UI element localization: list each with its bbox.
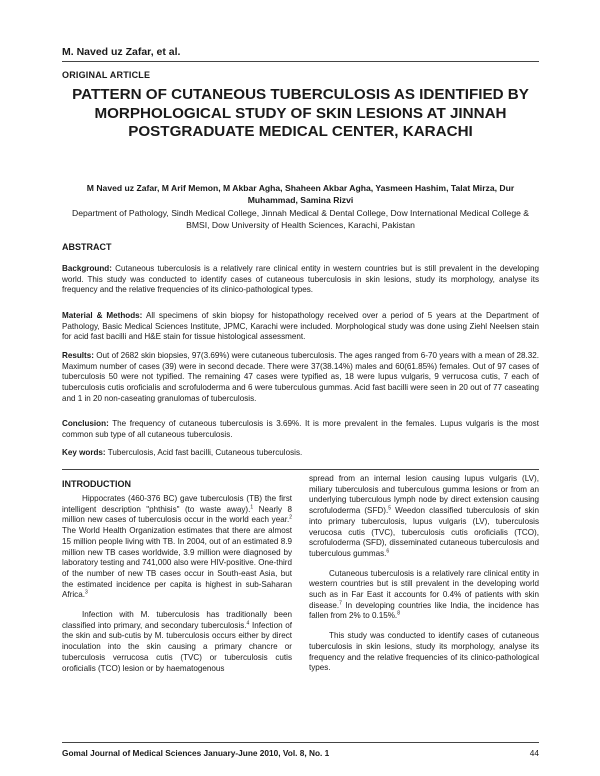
keywords-text: Tuberculosis, Acid fast bacilli, Cutaneous tuberculosis. [107, 448, 303, 457]
abstract-conclusion [62, 419, 539, 440]
journal-footer: Gomal Journal of Medical Sciences January-June 2010, Vol. 8, No. 1 [62, 748, 330, 758]
left-column [62, 494, 292, 683]
intro-paragraph-5: This study was conducted to identify cases of cutaneous tuberculosis in skin lesions, study its morphology, analyse its frequency and the relative frequencies of its clinico-pathological types. [309, 631, 539, 673]
results-label: Results: [62, 351, 94, 360]
abstract-methods [62, 311, 539, 343]
article-title: PATTERN OF CUTANEOUS TUBERCULOSIS AS IDENTIFIED BY MORPHOLOGICAL STUDY OF SKIN LESIONS AT JINNAH POSTGRADUATE MEDICAL CENTER, KARACHI [72, 86, 529, 140]
page-number: 44 [529, 748, 539, 758]
affiliation: Department of Pathology, Sindh Medical College, Jinnah Medical & Dental College, Dow International Medical College & BMSI, Dow University of Health Sciences, Karachi, Pakistan [72, 208, 529, 230]
intro-paragraph-2: Infection with M. tuberculosis has traditionally been classified into primary, and secondary tuberculosis.$^4$ Infection of the skin and sub-cutis by M. tuberculosis occurs either by direct inoculation into the skin causing a primary chancre or tuberculosis verrucosa cutis (TVC) or tuberculosis cutis oroficialis (TCO) lesion or by haematogenous [62, 610, 292, 673]
intro-paragraph-4: Cutaneous tuberculosis is a relatively rare clinical entity in western countries but is still prevalent in the developing world such as in Far East it accounts for 0.4% of patients with skin disease.$^7$ In developing countries like India, the incidence has fallen from 2% to 0.15%.$^8$ [309, 568, 539, 621]
abstract-keywords [62, 448, 539, 459]
background-text: Cutaneous tuberculosis is a relatively rare clinical entity in western countries but is still prevalent in the developing world. This study was conducted to identify cases of cutaneous tuberculosis in skin lesions, study its morphology, analyse its frequency and the relative frequencies of its clinico-pathological types. [62, 264, 539, 295]
methods-text: All specimens of skin biopsy for histopathology received over a period of 5 years at the Department of Pathology, Basic Medical Sciences Institute, JPMC, Karachi were included. Morphological study was done using Ziehl Neelsen stain for acid fast bacilli and H&E stain for tissue histological assessment. [62, 311, 539, 342]
conclusion-label: Conclusion: [62, 419, 109, 428]
conclusion-text: The frequency of cutaneous tuberculosis is 3.69%. It is more prevalent in the females. Lupus vulgaris is the most common sub type of all cutaneous tuberculosis. [62, 419, 539, 439]
header-rule [62, 61, 539, 62]
results-text: Out of 2682 skin biopsies, 97(3.69%) were cutaneous tuberculosis. The ages ranged from 6-70 years with a mean of 28.32. Maximum number of cases (39) were in second decade. There were 37(38.14%) males and 60(61.85%) females. Out of 97 cases of tuberculosis 50 were not typified. The remaining 47 cases were typified as, 18 were lupus vulgaris, 9 verrucosa cutis, 7 each of tuberculosis cutis oroficialis and scrofuloderma and 6 were tuberculous gummas. Acid fast bacilli were seen in 20 out of 77 caseating and 1 in 20 non-caseating granulomas of tuberculosis. [62, 351, 539, 403]
abstract-heading: ABSTRACT [62, 242, 112, 252]
section-label: ORIGINAL ARTICLE [62, 70, 151, 80]
author-list: M Naved uz Zafar, M Arif Memon, M Akbar Agha, Shaheen Akbar Agha, Yasmeen Hashim, Talat Mirza, Dur Muhammad, Samina Rizvi [86, 183, 515, 205]
footer-rule [62, 742, 539, 743]
intro-paragraph-1: Hippocrates (460-376 BC) gave tuberculosis (TB) the first intelligent description "phthisis" (to waste away).$^1$ Nearly 8 million new cases of tuberculosis occur in the world each year.$^2$ The World Health Organization estimates that there are almost 15 million people living with TB. In 2004, out of an estimated 8.9 million new TB cases worldwide, 3.9 million were diagnosed by laboratory testing and 741,000 also were HIV-positive. One-third of the number of new TB cases occur in South-east Asia, but the estimated incidence per capita is highest in sub-Saharan Africa.$^3$ [62, 494, 292, 600]
methods-label: Material & Methods: [62, 311, 143, 320]
introduction-heading: INTRODUCTION [62, 479, 131, 489]
abstract-background [62, 264, 539, 296]
intro-paragraph-3: spread from an internal lesion causing lupus vulgaris (LV), miliary tuberculosis and tuberculous gumma lesions or from an underlying tuberculous lymph node by direct extension causing scrofuloderma (SFD).$^5$ Weedon classified tuberculosis of skin into primary tuberculosis, lupus vulgaris (LV), tuberculosis verucosa cutis (TVC), tuberculosis cutis oroficialis (TCO), scrofuloderma (SFD), disseminated cutaneous tuberculosis and tuberculous gummas.$^6$ [309, 474, 540, 558]
background-label: Background: [62, 264, 112, 273]
keywords-label: Key words: [62, 448, 106, 457]
abstract-results [62, 351, 539, 405]
running-header-author: M. Naved uz Zafar, et al. [62, 46, 181, 58]
right-column [309, 474, 539, 683]
abstract-divider [62, 469, 539, 470]
